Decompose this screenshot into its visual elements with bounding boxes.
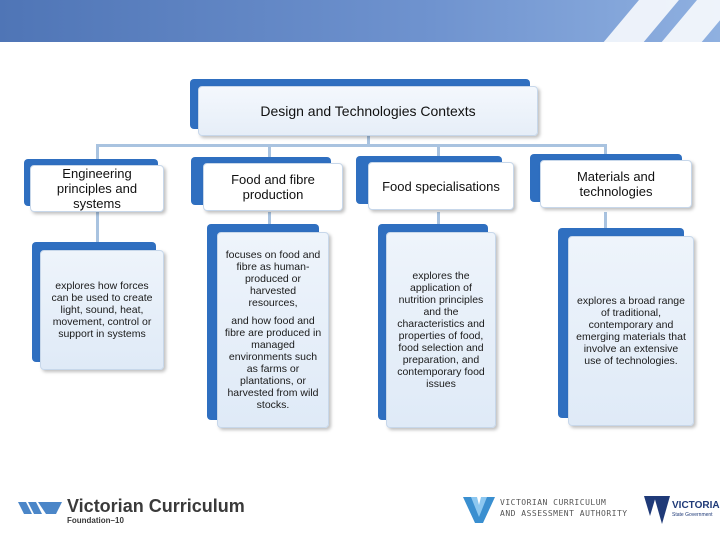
context-description-box — [386, 232, 496, 428]
context-description-box — [40, 250, 164, 370]
context-heading: Materials and technologies — [576, 169, 656, 199]
context-heading: Food and fibre production — [231, 172, 315, 202]
context-heading-box — [540, 160, 692, 208]
context-description: explores the application of nutrition principles and the characteristics and properties of food, food selection and preparation, and contemporary food issues — [397, 270, 485, 390]
victorian-curriculum-logo-title: Victorian Curriculum — [67, 496, 245, 516]
root-label: Design and Technologies Contexts — [260, 103, 476, 119]
vcaa-line2: AND ASSESSMENT AUTHORITY — [500, 509, 628, 518]
vcaa-logo-icon — [463, 495, 495, 525]
vcaa-line1: VICTORIAN CURRICULUM — [500, 498, 607, 507]
context-description: explores how forces can be used to create light, sound, heat, movement, control or support in systems — [51, 280, 153, 340]
context-description-box — [217, 232, 329, 428]
victoria-logo-subtext: State Government — [672, 512, 713, 518]
context-heading: Engineering principles and systems — [56, 166, 138, 211]
context-description-part: focuses on food and fibre as human-produced or harvested resources, — [225, 249, 321, 309]
context-description: explores a broad range of traditional, contemporary and emerging materials that involve an extensive use of technologies. — [576, 295, 686, 367]
vcaa-logo-text — [500, 497, 628, 519]
context-heading: Food specialisations — [382, 178, 500, 194]
context-description-part: and how food and fibre are produced in managed environments such as farms or plantations, or harvested from wild stocks. — [224, 315, 322, 411]
context-heading-box — [30, 165, 164, 212]
connector-horizontal — [96, 144, 606, 147]
context-heading-box — [368, 162, 514, 210]
victorian-curriculum-logo-icon — [18, 498, 62, 518]
victoria-logo-text: VICTORIA — [672, 500, 720, 511]
context-description-box — [568, 236, 694, 426]
context-heading-box — [203, 163, 343, 211]
victorian-curriculum-logo-subtitle: Foundation–10 — [67, 516, 124, 525]
top-banner — [0, 0, 720, 42]
root-box — [198, 86, 538, 136]
